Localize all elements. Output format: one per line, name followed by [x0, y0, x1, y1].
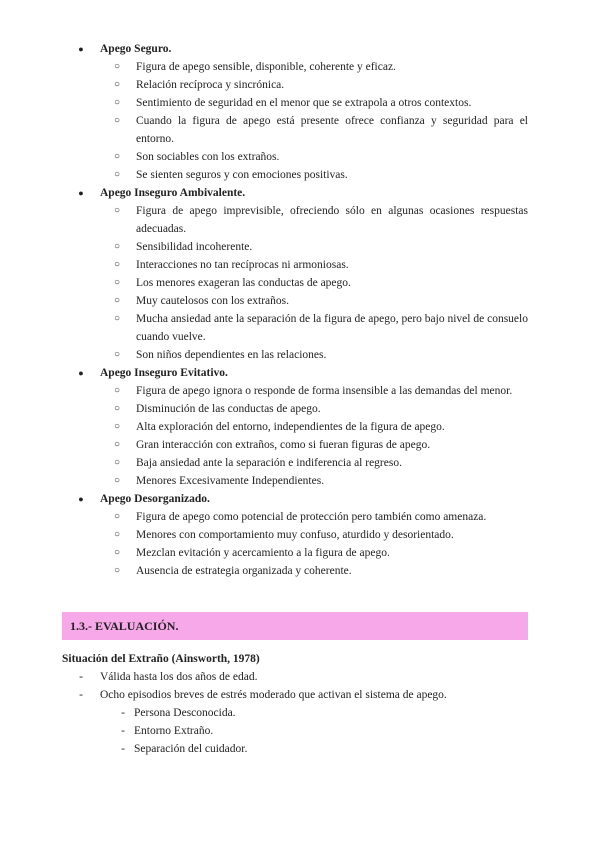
bullet-icon: ● — [78, 494, 84, 504]
list-item-text: Figura de apego imprevisible, ofreciendo sólo en algunas ocasiones respuestas adecuadas. — [136, 205, 528, 235]
list-item — [62, 668, 528, 686]
list-item-text: Mezclan evitación y acercamiento a la figura de apego. — [136, 547, 390, 559]
list-item — [114, 418, 528, 436]
list-item — [114, 256, 528, 274]
list-item — [112, 740, 528, 758]
list-item — [114, 400, 528, 418]
list-item — [114, 436, 528, 454]
circle-bullet-icon: ○ — [114, 511, 121, 522]
circle-bullet-icon: ○ — [114, 277, 121, 288]
list-item-text: Persona Desconocida. — [134, 707, 236, 719]
list-item — [114, 94, 528, 112]
list-item — [114, 238, 528, 256]
list-item-text: Figura de apego como potencial de protección pero también como amenaza. — [136, 511, 487, 523]
circle-bullet-icon: ○ — [114, 565, 121, 576]
list-item-text: Sensibilidad incoherente. — [136, 241, 253, 253]
circle-bullet-icon: ○ — [114, 349, 121, 360]
circle-bullet-icon: ○ — [114, 259, 121, 270]
circle-bullet-icon: ○ — [114, 439, 121, 450]
list-item — [114, 454, 528, 472]
list-item — [114, 472, 528, 490]
circle-bullet-icon: ○ — [114, 403, 121, 414]
list-item-text: Separación del cuidador. — [134, 743, 248, 755]
list-item-text: Alta exploración del entorno, independientes de la figura de apego. — [136, 421, 445, 433]
list-item-text: Figura de apego sensible, disponible, coherente y eficaz. — [136, 61, 396, 73]
list-item — [114, 148, 528, 166]
section-subheading: Situación del Extraño (Ainsworth, 1978) — [62, 653, 260, 665]
list-item — [114, 310, 528, 346]
attachment-types-list — [62, 40, 528, 580]
list-item-text: Gran interacción con extraños, como si fueran figuras de apego. — [136, 439, 431, 451]
list-item-text: Ocho episodios breves de estrés moderado que activan el sistema de apego. — [100, 689, 447, 701]
category-title: Apego Inseguro Ambivalente. — [100, 187, 246, 199]
list-item — [114, 292, 528, 310]
category-title: Apego Desorganizado. — [100, 493, 210, 505]
list-item-text: Cuando la figura de apego está presente ofrece confianza y seguridad para el entorno. — [136, 115, 528, 145]
section-banner — [62, 612, 528, 640]
list-item-text: Disminución de las conductas de apego. — [136, 403, 321, 415]
list-item — [114, 112, 528, 148]
list-item — [112, 722, 528, 740]
list-item-text: Válida hasta los dos años de edad. — [100, 671, 258, 683]
list-item-text: Sentimiento de seguridad en el menor que se extrapola a otros contextos. — [136, 97, 472, 109]
list-item-text: Los menores exageran las conductas de apego. — [136, 277, 351, 289]
list-item-text: Se sienten seguros y con emociones positivas. — [136, 169, 348, 181]
list-item-text: Menores con comportamiento muy confuso, aturdido y desorientado. — [136, 529, 454, 541]
list-item-text: Menores Excesivamente Independientes. — [136, 475, 325, 487]
circle-bullet-icon: ○ — [114, 529, 121, 540]
list-item-text: Figura de apego ignora o responde de forma insensible a las demandas del menor. — [136, 385, 513, 397]
list-item — [114, 562, 528, 580]
circle-bullet-icon: ○ — [114, 97, 121, 108]
list-item — [114, 508, 528, 526]
bullet-icon: ● — [78, 188, 84, 198]
dash-bullet-icon: - — [121, 743, 125, 755]
list-item — [114, 526, 528, 544]
list-item — [114, 544, 528, 562]
circle-bullet-icon: ○ — [114, 385, 121, 396]
list-item — [114, 346, 528, 364]
category-title: Apego Seguro. — [100, 43, 172, 55]
circle-bullet-icon: ○ — [114, 421, 121, 432]
category-heading — [62, 490, 528, 508]
circle-bullet-icon: ○ — [114, 61, 121, 72]
list-item-text: Relación recíproca y sincrónica. — [136, 79, 285, 91]
category-heading — [62, 364, 528, 382]
list-item — [112, 704, 528, 722]
bullet-icon: ● — [78, 44, 84, 54]
category-heading — [62, 40, 528, 58]
list-item-text: Ausencia de estrategia organizada y coherente. — [136, 565, 352, 577]
list-item — [114, 202, 528, 238]
circle-bullet-icon: ○ — [114, 241, 121, 252]
evaluation-section — [62, 650, 528, 758]
dash-bullet-icon: - — [121, 707, 125, 719]
bullet-icon: ● — [78, 368, 84, 378]
list-item — [114, 76, 528, 94]
circle-bullet-icon: ○ — [114, 313, 121, 324]
list-item — [114, 274, 528, 292]
section-heading: 1.3.- EVALUACIÓN. — [70, 618, 179, 633]
category-title: Apego Inseguro Evitativo. — [100, 367, 228, 379]
circle-bullet-icon: ○ — [114, 205, 121, 216]
evaluation-list — [62, 668, 528, 704]
list-item-text: Interacciones no tan recíprocas ni armoniosas. — [136, 259, 349, 271]
category-heading — [62, 184, 528, 202]
circle-bullet-icon: ○ — [114, 547, 121, 558]
list-item — [114, 166, 528, 184]
list-item — [62, 686, 528, 704]
list-item-text: Son niños dependientes en las relaciones. — [136, 349, 327, 361]
list-item — [114, 382, 528, 400]
circle-bullet-icon: ○ — [114, 151, 121, 162]
circle-bullet-icon: ○ — [114, 79, 121, 90]
list-item-text: Baja ansiedad ante la separación e indiferencia al regreso. — [136, 457, 402, 469]
list-item-text: Muy cautelosos con los extraños. — [136, 295, 289, 307]
list-item-text: Mucha ansiedad ante la separación de la figura de apego, pero bajo nivel de consuelo cuando vuelve. — [136, 313, 528, 343]
list-item — [114, 58, 528, 76]
list-item-text: Entorno Extraño. — [134, 725, 214, 737]
dash-bullet-icon: - — [79, 689, 83, 701]
circle-bullet-icon: ○ — [114, 457, 121, 468]
list-item-text: Son sociables con los extraños. — [136, 151, 280, 163]
circle-bullet-icon: ○ — [114, 475, 121, 486]
dash-bullet-icon: - — [79, 671, 83, 683]
circle-bullet-icon: ○ — [114, 169, 121, 180]
circle-bullet-icon: ○ — [114, 115, 121, 126]
circle-bullet-icon: ○ — [114, 295, 121, 306]
episode-list — [62, 704, 528, 758]
dash-bullet-icon: - — [121, 725, 125, 737]
